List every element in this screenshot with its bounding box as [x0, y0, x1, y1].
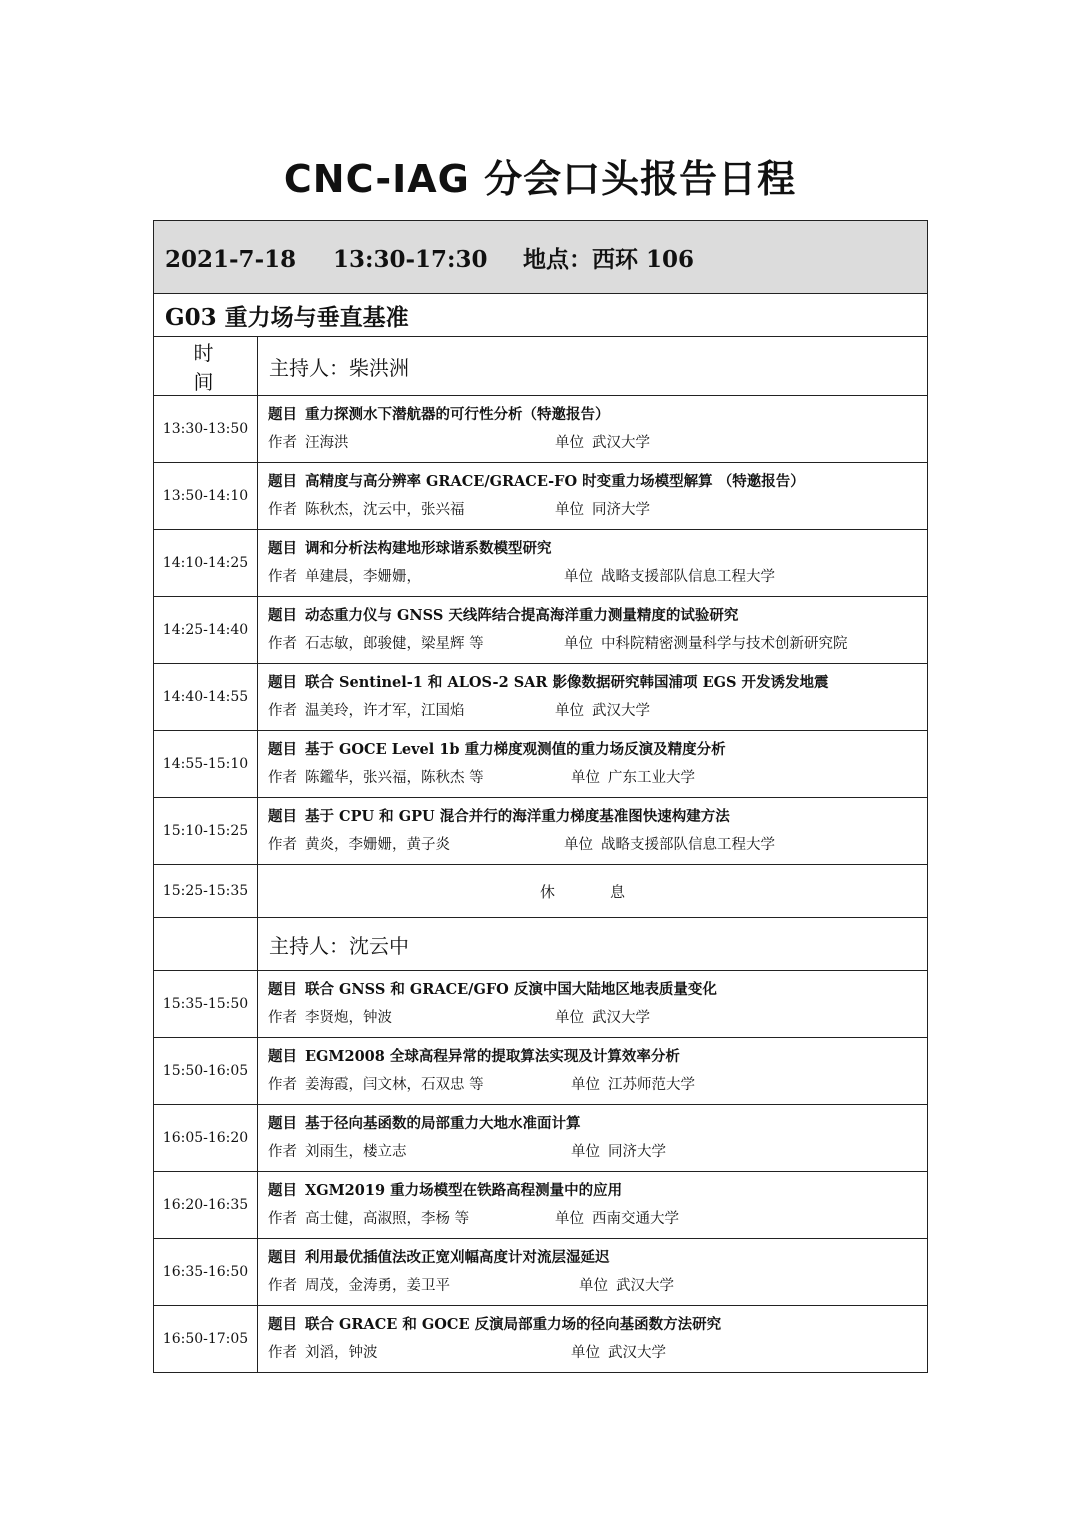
- header-location: 地点：西环 106: [523, 245, 695, 273]
- talk-authors: 单建晨，李姗姗，: [305, 569, 421, 585]
- talk-row: [154, 463, 928, 530]
- talk-author-line: [268, 1004, 927, 1032]
- author-key: 作者: [268, 1278, 297, 1294]
- talk-authors: 刘滔，钟波: [305, 1345, 378, 1361]
- title-key: 题目: [268, 674, 297, 691]
- talk-author-line: [268, 1205, 927, 1233]
- talk-info: [258, 1105, 928, 1172]
- talk-unit-name: 同济大学: [592, 502, 650, 518]
- talk-title-line: [268, 1244, 927, 1272]
- talk-author-line: [268, 831, 927, 859]
- title-key: 题目: [268, 1249, 297, 1266]
- unit-key: 单位: [571, 1345, 600, 1361]
- talk-authors: 温美玲，许才军，江国焰: [305, 703, 465, 719]
- break-time: 15:25-15:35: [154, 865, 258, 918]
- talk-row: [154, 1105, 928, 1172]
- talk-time: 16:35-16:50: [154, 1239, 258, 1306]
- talk-time: 14:55-15:10: [154, 731, 258, 798]
- talk-title: 联合 GRACE 和 GOCE 反演局部重力场的径向基函数方法研究: [305, 1316, 722, 1333]
- talk-author-line: [268, 496, 927, 524]
- talk-unit: [579, 1272, 674, 1300]
- unit-key: 单位: [555, 1211, 584, 1227]
- unit-key: 单位: [571, 770, 600, 786]
- talk-row: [154, 798, 928, 865]
- talk-unit: [571, 1339, 666, 1367]
- unit-key: 单位: [564, 837, 593, 853]
- talk-info: [258, 1306, 928, 1373]
- talk-title-line: [268, 401, 927, 429]
- talk-unit-name: 战略支援部队信息工程大学: [601, 569, 775, 585]
- unit-key: 单位: [555, 1010, 584, 1026]
- talk-title-line: [268, 976, 927, 1004]
- talk-info: [258, 731, 928, 798]
- host-time-empty: [154, 918, 258, 971]
- talk-row: [154, 1239, 928, 1306]
- title-key: 题目: [268, 540, 297, 557]
- talk-time: 13:30-13:50: [154, 396, 258, 463]
- break-label: 休 息: [258, 865, 928, 918]
- title-key: 题目: [268, 1182, 297, 1199]
- talk-title-line: [268, 736, 927, 764]
- talk-title-line: [268, 1311, 927, 1339]
- time-column-label: 时 间: [154, 337, 258, 396]
- talk-authors: 高士健，高淑照，李杨 等: [305, 1211, 470, 1227]
- title-key: 题目: [268, 1048, 297, 1065]
- talk-authors: 刘雨生，楼立志: [305, 1144, 407, 1160]
- talk-unit: [564, 630, 848, 658]
- author-key: 作者: [268, 1010, 297, 1026]
- talk-title: 利用最优插值法改正宽刈幅高度计对流层湿延迟: [305, 1249, 610, 1266]
- talk-unit: [555, 429, 650, 457]
- unit-key: 单位: [571, 1144, 600, 1160]
- unit-key: 单位: [555, 435, 584, 451]
- talk-info: [258, 1038, 928, 1105]
- talk-info: [258, 798, 928, 865]
- talk-time: 16:05-16:20: [154, 1105, 258, 1172]
- talk-title: 调和分析法构建地形球谐系数模型研究: [305, 540, 552, 557]
- talk-info: [258, 396, 928, 463]
- author-key: 作者: [268, 770, 297, 786]
- author-key: 作者: [268, 703, 297, 719]
- author-key: 作者: [268, 1144, 297, 1160]
- talk-row: [154, 396, 928, 463]
- header-time: 13:30-17:30: [333, 245, 488, 273]
- schedule-table: [153, 220, 928, 1373]
- talk-unit: [555, 496, 650, 524]
- talk-authors: 黄炎，李姗姗，黄子炎: [305, 837, 450, 853]
- talk-unit-name: 武汉大学: [592, 1010, 650, 1026]
- break-row: [154, 865, 928, 918]
- talk-unit-name: 西南交通大学: [592, 1211, 679, 1227]
- host-row-2: [154, 918, 928, 971]
- schedule-header: [154, 221, 928, 294]
- talk-unit-name: 武汉大学: [616, 1278, 674, 1294]
- talk-authors: 汪海洪: [305, 435, 349, 451]
- unit-key: 单位: [564, 569, 593, 585]
- talk-info: [258, 664, 928, 731]
- talk-time: 14:40-14:55: [154, 664, 258, 731]
- talk-time: 13:50-14:10: [154, 463, 258, 530]
- talk-row: [154, 664, 928, 731]
- talk-unit-name: 武汉大学: [592, 703, 650, 719]
- author-key: 作者: [268, 569, 297, 585]
- talk-title: 基于 GOCE Level 1b 重力梯度观测值的重力场反演及精度分析: [305, 741, 726, 758]
- talk-author-line: [268, 764, 927, 792]
- unit-key: 单位: [571, 1077, 600, 1093]
- author-key: 作者: [268, 502, 297, 518]
- talk-row: [154, 597, 928, 664]
- talk-unit: [571, 1138, 666, 1166]
- talk-authors: 陈秋杰，沈云中，张兴福: [305, 502, 465, 518]
- unit-key: 单位: [579, 1278, 608, 1294]
- title-key: 题目: [268, 808, 297, 825]
- talk-info: [258, 530, 928, 597]
- header-date: 2021-7-18: [165, 245, 297, 273]
- talk-author-line: [268, 1339, 927, 1367]
- talk-title-line: [268, 468, 927, 496]
- talk-title: 基于 CPU 和 GPU 混合并行的海洋重力梯度基准图快速构建方法: [305, 808, 730, 825]
- talk-row: [154, 530, 928, 597]
- talk-unit: [564, 831, 775, 859]
- talk-title-line: [268, 1110, 927, 1138]
- talk-time: 15:10-15:25: [154, 798, 258, 865]
- talk-title: 联合 GNSS 和 GRACE/GFO 反演中国大陆地区地表质量变化: [305, 981, 717, 998]
- talk-unit-name: 战略支援部队信息工程大学: [601, 837, 775, 853]
- author-key: 作者: [268, 435, 297, 451]
- talk-title-line: [268, 803, 927, 831]
- page-title: CNC-IAG 分会口头报告日程: [283, 157, 797, 201]
- unit-key: 单位: [564, 636, 593, 652]
- author-key: 作者: [268, 1211, 297, 1227]
- talk-author-line: [268, 1272, 927, 1300]
- talk-authors: 石志敏，郎骏健，梁星辉 等: [305, 636, 484, 652]
- talk-unit: [555, 1205, 679, 1233]
- talk-row: [154, 1038, 928, 1105]
- talk-unit: [571, 1071, 695, 1099]
- talk-title: 高精度与高分辨率 GRACE/GRACE-FO 时变重力场模型解算 （特邀报告）: [305, 473, 805, 490]
- talk-row: [154, 1172, 928, 1239]
- talk-title-line: [268, 669, 927, 697]
- talk-title: 联合 Sentinel-1 和 ALOS-2 SAR 影像数据研究韩国浦项 EGS 开发诱发地震: [305, 674, 829, 691]
- host-row-1: [154, 337, 928, 396]
- talk-author-line: [268, 697, 927, 725]
- title-key: 题目: [268, 406, 297, 423]
- talk-row: [154, 971, 928, 1038]
- talk-unit-name: 广东工业大学: [608, 770, 695, 786]
- session-title: G03 重力场与垂直基准: [154, 294, 928, 337]
- talk-time: 16:50-17:05: [154, 1306, 258, 1373]
- talk-info: [258, 1172, 928, 1239]
- talk-authors: 周茂，金涛勇，姜卫平: [305, 1278, 450, 1294]
- title-key: 题目: [268, 473, 297, 490]
- talk-unit-name: 武汉大学: [592, 435, 650, 451]
- talk-title-line: [268, 602, 927, 630]
- talk-unit-name: 武汉大学: [608, 1345, 666, 1361]
- title-key: 题目: [268, 607, 297, 624]
- talk-time: 16:20-16:35: [154, 1172, 258, 1239]
- talk-time: 14:25-14:40: [154, 597, 258, 664]
- talk-author-line: [268, 1138, 927, 1166]
- talk-title: 动态重力仪与 GNSS 天线阵结合提高海洋重力测量精度的试验研究: [305, 607, 739, 624]
- talk-info: [258, 1239, 928, 1306]
- unit-key: 单位: [555, 502, 584, 518]
- talk-info: [258, 463, 928, 530]
- talk-author-line: [268, 563, 927, 591]
- talk-unit: [571, 764, 695, 792]
- talk-unit: [555, 697, 650, 725]
- host-name-2: 主持人：沈云中: [258, 918, 928, 971]
- talk-authors: 姜海霞，闫文林，石双忠 等: [305, 1077, 484, 1093]
- talk-unit-name: 中科院精密测量科学与技术创新研究院: [601, 636, 848, 652]
- talk-author-line: [268, 429, 927, 457]
- talk-title-line: [268, 1043, 927, 1071]
- talk-row: [154, 1306, 928, 1373]
- title-key: 题目: [268, 741, 297, 758]
- talk-title: 基于径向基函数的局部重力大地水准面计算: [305, 1115, 581, 1132]
- talk-authors: 陈鑑华，张兴福，陈秋杰 等: [305, 770, 484, 786]
- talk-info: [258, 597, 928, 664]
- talk-author-line: [268, 1071, 927, 1099]
- talk-unit-name: 江苏师范大学: [608, 1077, 695, 1093]
- talk-unit: [555, 1004, 650, 1032]
- unit-key: 单位: [555, 703, 584, 719]
- talk-author-line: [268, 630, 927, 658]
- talk-title-line: [268, 535, 927, 563]
- talk-info: [258, 971, 928, 1038]
- author-key: 作者: [268, 1345, 297, 1361]
- talk-title: 重力探测水下潜航器的可行性分析（特邀报告）: [305, 406, 610, 423]
- talk-row: [154, 731, 928, 798]
- talk-time: 14:10-14:25: [154, 530, 258, 597]
- talk-unit-name: 同济大学: [608, 1144, 666, 1160]
- talk-authors: 李贤炮，钟波: [305, 1010, 392, 1026]
- author-key: 作者: [268, 837, 297, 853]
- author-key: 作者: [268, 1077, 297, 1093]
- session-row: [154, 294, 928, 337]
- talk-time: 15:35-15:50: [154, 971, 258, 1038]
- host-name-1: 主持人：柴洪洲: [258, 337, 928, 396]
- talk-title: XGM2019 重力场模型在铁路高程测量中的应用: [305, 1182, 623, 1199]
- talk-title: EGM2008 全球高程异常的提取算法实现及计算效率分析: [305, 1048, 680, 1065]
- talk-title-line: [268, 1177, 927, 1205]
- title-key: 题目: [268, 1316, 297, 1333]
- talk-unit: [564, 563, 775, 591]
- title-key: 题目: [268, 981, 297, 998]
- title-key: 题目: [268, 1115, 297, 1132]
- talk-time: 15:50-16:05: [154, 1038, 258, 1105]
- author-key: 作者: [268, 636, 297, 652]
